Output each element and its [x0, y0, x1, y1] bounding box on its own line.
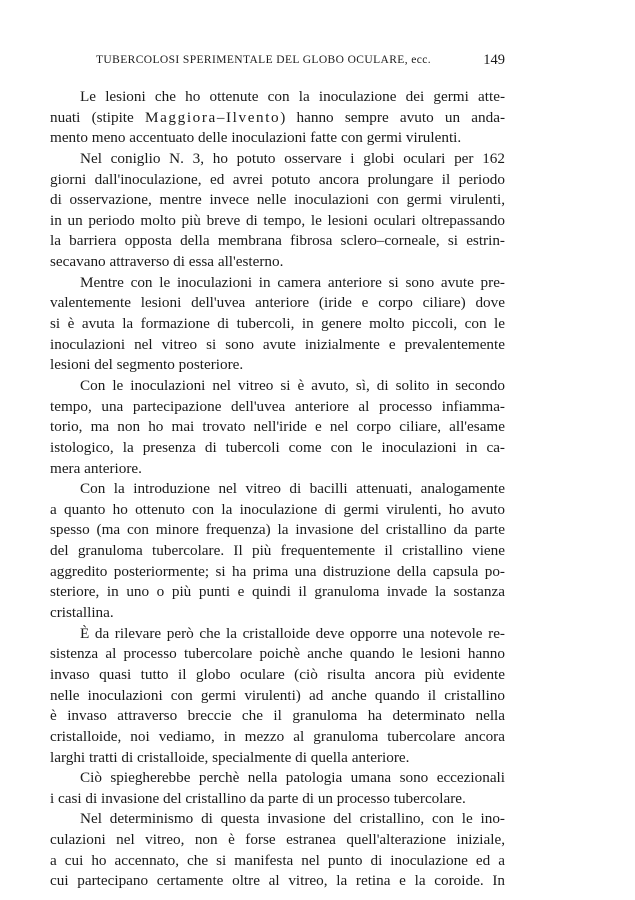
text-line: in un periodo molto più breve di tempo, le lesioni oculari oltrepassando [50, 211, 505, 229]
text-line: cui partecipano certamente oltre al vitreo, la retina e la coroide. In [50, 872, 505, 890]
text-line: Nel coniglio N. 3, ho potuto osservare i globi oculari per 162 [80, 149, 505, 167]
text-line: Ciò spiegherebbe perchè nella patologia umana sono eccezionali [80, 769, 505, 787]
body-text [50, 87, 505, 892]
text-line: nelle inoculazioni con germi virulenti) ad anche quando il cristallino [50, 686, 505, 704]
text-line: Nel determinismo di questa invasione del cristallino, con le ino- [80, 810, 505, 828]
text-line: è invaso attraverso breccie che il granuloma ha determinato nella [50, 707, 505, 725]
text-line: tempo, una partecipazione dell'uvea anteriore al processo infiamma- [50, 397, 505, 415]
text-line: la barriera opposta della membrana fibrosa sclero–corneale, si estrin- [50, 232, 505, 250]
text-line: del granuloma tubercolare. Il più frequentemente il cristallino viene [50, 542, 505, 560]
text-line: si è avuta la formazione di tubercoli, in genere molto piccoli, con le [50, 315, 505, 333]
text-line: a cui ho accennato, che si manifesta nel punto di inoculazione ed a [50, 851, 505, 869]
text-line: culazioni nel vitreo, non è forse estranea quell'alterazione iniziale, [50, 831, 505, 849]
text-line: di osservazione, mentre invece nelle inoculazioni con germi virulenti, [50, 191, 505, 209]
text-line: cristalloide, noi vediamo, in mezzo al granuloma tubercolare ancora [50, 727, 505, 745]
text-span: nuati (stipite [50, 108, 145, 126]
text-line: steriore, in uno o più punti e quindi il granuloma invade la sostanza [50, 583, 505, 601]
text-line: mento meno accentuato delle inoculazioni fatte con germi virulenti. [50, 129, 462, 147]
text-line: Con la introduzione nel vitreo di bacilli attenuati, analogamente [80, 480, 505, 498]
strain-name: Maggiora–Ilvento [144, 108, 281, 126]
text-line: invaso quasi tutto il globo oculare (ciò risulta ancora più evidente [50, 665, 505, 683]
text-line: torio, ma non ho mai trovato nell'iride e nel corpo ciliare, all'esame [50, 418, 505, 436]
text-line: cristallina. [50, 604, 114, 622]
text-line: Mentre con le inoculazioni in camera anteriore si sono avute pre- [80, 273, 505, 291]
text-line: aggredito posteriormente; si ha prima una distruzione della capsula po- [50, 562, 505, 580]
text-line: giorni dall'inoculazione, ed avrei potuto ancora prolungare il periodo [50, 170, 505, 188]
text-line: secavano attraverso di essa all'esterno. [50, 253, 284, 271]
text-line: È da rilevare però che la cristalloide deve opporre una notevole re- [80, 624, 505, 642]
text-span: ) hanno sempre avuto un anda- [280, 108, 505, 126]
text-line [50, 108, 505, 129]
text-line: sistenza al processo tubercolare poichè anche quando le lesioni hanno [50, 645, 505, 663]
text-line: a quanto ho ottenuto con la inoculazione di germi virulenti, ho avuto [50, 500, 505, 518]
running-title: TUBERCOLOSI SPERIMENTALE DEL GLOBO OCULARE, ecc. [96, 54, 432, 66]
text-line: i casi di invasione del cristallino da parte di un processo tubercolare. [50, 789, 466, 807]
text-line: spesso (ma con minore frequenza) la invasione del cristallino da parte [50, 521, 505, 539]
text-line: inoculazioni nel vitreo si sono avute inizialmente e prevalentemente [50, 335, 505, 353]
text-line: istologico, la presenza di tubercoli come con le inoculazioni in ca- [50, 438, 505, 456]
text-line: valentemente lesioni dell'uvea anteriore (iride e corpo ciliare) dove [50, 294, 505, 312]
text-line: lesioni del segmento posteriore. [50, 356, 244, 374]
text-line: larghi tratti di cristalloide, specialmente di quella anteriore. [50, 748, 410, 766]
text-line: Con le inoculazioni nel vitreo si è avuto, sì, di solito in secondo [80, 376, 505, 394]
running-head [96, 52, 505, 74]
text-line: Le lesioni che ho ottenute con la inoculazione dei germi atte- [80, 88, 505, 105]
text-line: mera anteriore. [50, 459, 142, 477]
page-number: 149 [483, 52, 505, 68]
